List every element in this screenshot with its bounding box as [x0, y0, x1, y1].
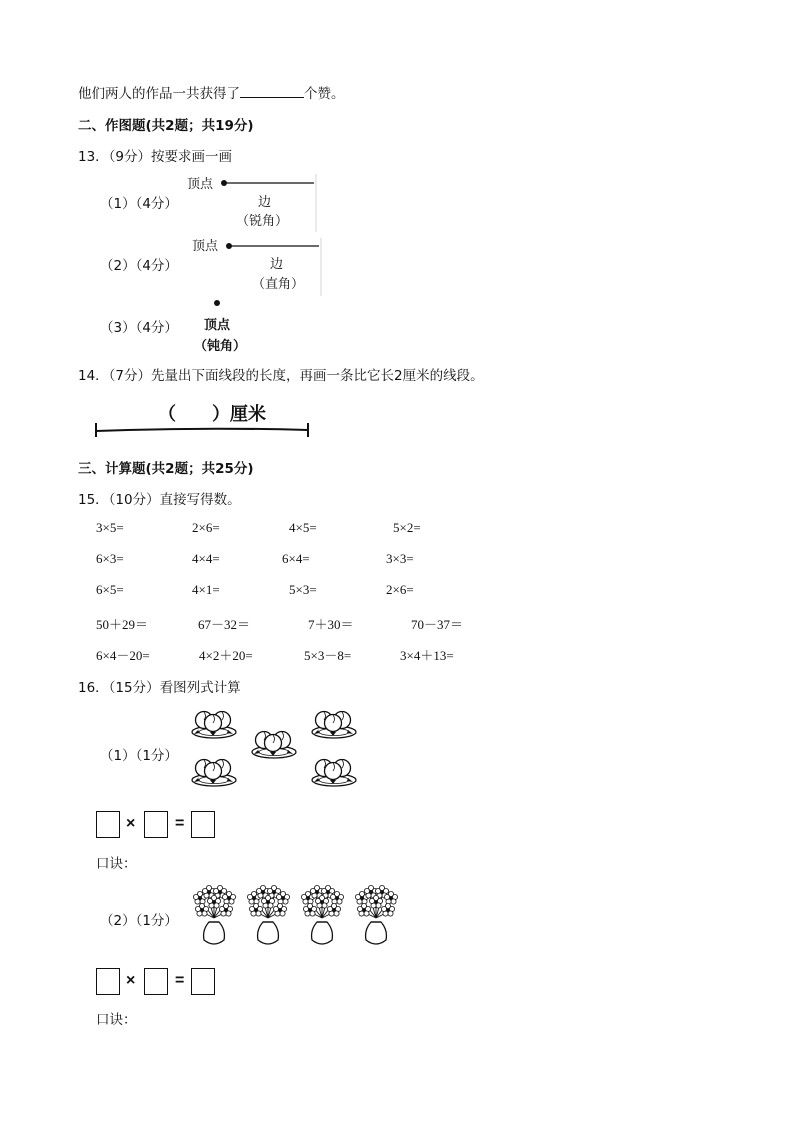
q13-part3-vertex-label: 顶点 — [204, 318, 231, 333]
q16-part1-times-sign: × — [126, 815, 136, 832]
q15-expr: 4×1= — [192, 582, 220, 597]
q15-expr: 50＋29＝ — [96, 617, 149, 632]
q16-part2-product-box[interactable] — [191, 968, 215, 995]
q16-part2-factor1-box[interactable] — [96, 968, 120, 995]
section-3-title: 三、计算题(共2题；共25分) — [78, 461, 254, 477]
q15-expr: 2×6= — [386, 582, 414, 597]
prev-line-text-before: 他们两人的作品一共获得了 — [78, 86, 240, 102]
q15-expr: 5×3= — [289, 582, 317, 597]
q16-part2-factor2-box[interactable] — [144, 968, 168, 995]
q13-part1-vertex-label: 顶点 — [187, 177, 214, 192]
q15-stem: 15．（10分）直接写得数。 — [78, 492, 241, 508]
q15-expr: 4×4= — [192, 551, 220, 566]
q13-part2-label: （2）（4分） — [100, 258, 178, 274]
q13-part2-vertex-label: 顶点 — [192, 239, 219, 254]
q16-part1-product-box[interactable] — [191, 811, 215, 838]
peach-plates-picture — [190, 706, 362, 796]
q15-expr: 5×2= — [393, 520, 421, 535]
q16-part2-times-sign: × — [126, 972, 136, 989]
q14-ruler-paren: （ ） — [158, 404, 230, 425]
answer-blank[interactable] — [240, 85, 304, 98]
q15-expr: 3×3= — [386, 551, 414, 566]
q16-part2-label: （2）（1分） — [100, 913, 178, 929]
q15-expr: 3×5= — [96, 520, 124, 535]
prev-question-line — [78, 82, 345, 102]
q16-part2-equals-sign: = — [175, 972, 185, 989]
q16-part1-label: （1）（1分） — [100, 748, 178, 764]
q13-part3-angle-type: （钝角） — [194, 339, 247, 354]
q15-expr: 5×3－8= — [304, 648, 352, 663]
q14-stem: 14．（7分）先量出下面线段的长度，再画一条比它长2厘米的线段。 — [78, 368, 484, 384]
q15-expr: 6×5= — [96, 582, 124, 597]
section-2-title: 二、作图题(共2题；共19分) — [78, 118, 254, 134]
flower-vases-picture — [190, 884, 404, 952]
q15-expr: 4×5= — [289, 520, 317, 535]
q13-part2-edge-label: 边 — [270, 257, 284, 272]
q15-expr: 6×3= — [96, 551, 124, 566]
q13-part1-angle-type: （锐角） — [236, 214, 289, 229]
q15-expr: 4×2＋20= — [199, 648, 253, 663]
q13-part3-label: （3）（4分） — [100, 320, 178, 336]
q15-expr: 3×4＋13= — [400, 648, 454, 663]
q16-part1-rhyme-label: 口诀： — [96, 856, 137, 872]
q16-part1-factor2-box[interactable] — [144, 811, 168, 838]
q14-line-segment — [92, 420, 314, 440]
q13-part1-label: （1）（4分） — [100, 196, 178, 212]
q15-expr: 67－32＝ — [198, 617, 251, 632]
prev-line-text-after: 个赞。 — [304, 86, 345, 102]
q14-ruler-unit: 厘米 — [230, 404, 266, 425]
q15-expr: 6×4= — [282, 551, 310, 566]
q16-part1-factor1-box[interactable] — [96, 811, 120, 838]
q15-expr: 6×4－20= — [96, 648, 150, 663]
q16-stem: 16．（15分）看图列式计算 — [78, 680, 241, 696]
q13-part1-edge-label: 边 — [258, 195, 272, 210]
q13-part2-angle-type: （直角） — [252, 277, 305, 292]
q15-expr: 2×6= — [192, 520, 220, 535]
q15-expr: 7＋30＝ — [308, 617, 354, 632]
q13-stem: 13．（9分）按要求画一画 — [78, 149, 233, 165]
q13-part3-vertex-dot — [212, 298, 222, 308]
q16-part1-equals-sign: = — [175, 815, 185, 832]
q16-part2-rhyme-label: 口诀： — [96, 1012, 137, 1028]
q15-expr: 70－37＝ — [411, 617, 464, 632]
